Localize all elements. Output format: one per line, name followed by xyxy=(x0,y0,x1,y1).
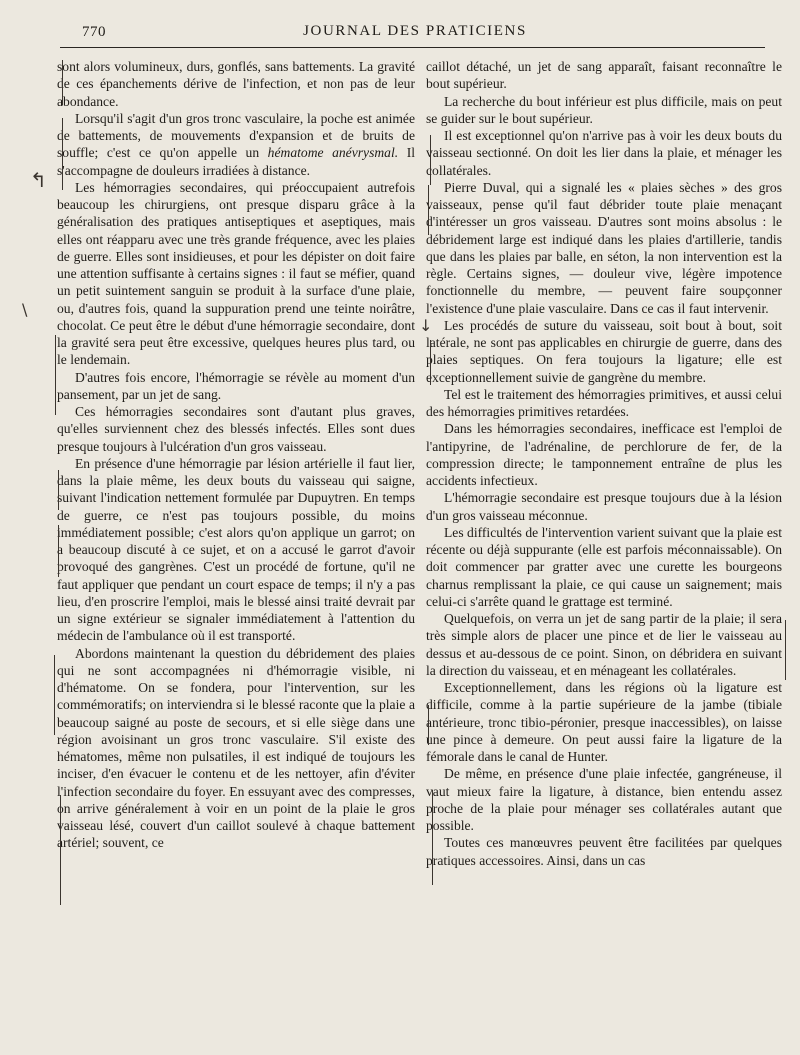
page-header xyxy=(60,20,770,48)
paragraph: Les procédés de suture du vaisseau, soit bout à bout, soit latérale, ne sont pas applicables en chirurgie de guerre, dans des plaies septiques. On fera toujours la ligature; elle est exceptionnellement suivie de gangrène du membre. xyxy=(426,317,782,385)
paragraph: sont alors volumineux, durs, gonflés, sans battements. La gravité de ces épanchements dérive de l'infection, et non pas de leur abondance. xyxy=(57,59,415,109)
paragraph: Abordons maintenant la question du débridement des plaies qui ne sont accompagnées ni d'hémorragie visible, ni d'hématome. On se fondera, pour l'intervention, sur les commémoratifs; on interviendra si le blessé raconte que la plaie a beaucoup saigné au poste de secours, et si elle siège dans une région avoisinant un gros tronc vasculaire. S'il existe des hématomes, même non pulsatiles, il est indiqué de toujours les inciser, d'en évacuer le contenu et de les nettoyer, afin d'éviter l'infection secondaire du foyer. En essuyant avec des compresses, on arrive généralement à voir en un point de la plaie le gros vaisseau lésé, couvert d'un caillot soulevé à chaque battement artériel; souvent, ce xyxy=(57,645,415,851)
margin-mark xyxy=(54,655,55,735)
paragraph-text: Lorsqu'il s'agit d'un gros tronc vasculaire, la poche est animée de battements, de mouvements d'expansion et de bruits de souffle; c'est ce qu'on appelle un xyxy=(57,110,415,161)
paragraph: Pierre Duval, qui a signalé les « plaies sèches » des gros vaisseaux, pense qu'il faut débrider toute plaie menaçant d'intéresser un gros vaisseau. D'autres sont moins absolus : le débridement large est indiqué dans les plaies d'artillerie, tandis que dans les plaies par balle, en séton, la non intervention est la règle. Certains signes, — douleur vive, légère impotence fonctionnelle du membre, — peuvent faire soupçonner l'existence d'une plaie vasculaire. Dans ce cas il faut intervenir. xyxy=(426,179,782,316)
margin-arrow-icon: \ xyxy=(22,300,28,319)
paragraph: Les difficultés de l'intervention varient suivant que la plaie est récente ou déjà suppurante (elle est parfois méconnaissable). On doit commencer par gratter avec une curette les bourgeons charnus remplissant la plaie, ce qui cause un saignement; mais celui-ci s'arrête quand le grattage est terminé. xyxy=(426,524,782,609)
paragraph: Dans les hémorragies secondaires, inefficace est l'emploi de l'antipyrine, de l'adrénaline, de perchlorure de fer, de la compression directe; le tamponnement entraîne de plus les accidents infectieux. xyxy=(426,421,782,488)
paragraph: Quelquefois, on verra un jet de sang partir de la plaie; il sera très simple alors de placer une pince et de lier le vaisseau au dessus et au-dessous de ce point. Sinon, on débridera en suivant la direction du vaisseau, et en ménageant les collatérales. xyxy=(426,611,782,678)
margin-mark xyxy=(428,185,429,235)
margin-mark xyxy=(60,795,61,905)
paragraph-text: Il s'accompagne de douleurs irradiées à distance. xyxy=(57,145,416,178)
paragraph: Les hémorragies secondaires, qui préoccupaient autrefois beaucoup les chirurgiens, ont presque disparu grâce à la généralisation des pratiques antiseptiques et aseptiques, mais elles ont réapparu avec une très grande fréquence, avec les plaies de guerre. Elles sont insidieuses, et pour les dépister on doit faire une attention suffisante à certains signes : il faut se méfier, quand un petit suintement sanguin se produit à la surface d'une plaie, ou, d'autres fois, quand la suppuration prend une teinte noirâtre, chocolat. Ce peut être le début d'une hémorragie secondaire, dont la gravité sera peut être excessive, quelques heures plus tard, ou le lendemain. xyxy=(57,179,415,368)
margin-mark xyxy=(58,470,59,510)
paragraph: En présence d'une hémorragie par lésion artérielle il faut lier, dans la plaie même, les deux bouts du vaisseau qui saigne, suivant l'indication nettement formulée par Dupuytren. En temps de guerre, ce n'est pas toujours possible, du moins immédiatement possible; c'est alors qu'on applique un garrot; on a beaucoup discuté à ce sujet, et on a accusé le garrot d'avoir provoqué des gangrènes. C'est un procédé de fortune, qu'il ne faut appliquer que pendant un court espace de temps; il n'y a pas lieu, d'en proscrire l'emploi, mais le blessé ainsi traité devrait par un signe extérieur se signaler immédiatement à l'attention du médecin de l'ambulance où il est transporté. xyxy=(57,455,415,644)
paragraph: Il est exceptionnel qu'on n'arrive pas à voir les deux bouts du vaisseau sectionné. On doit les lier dans la plaie, et ménager les collatérales. xyxy=(426,128,782,178)
left-column xyxy=(57,58,415,852)
paragraph: La recherche du bout inférieur est plus difficile, mais on peut se guider sur le bout supérieur. xyxy=(426,93,782,126)
header-rule xyxy=(60,47,765,48)
margin-mark xyxy=(432,790,433,885)
margin-mark xyxy=(430,135,431,185)
paragraph: caillot détaché, un jet de sang apparaît, faisant reconnaître le bout supérieur. xyxy=(426,59,782,92)
margin-mark xyxy=(62,118,63,190)
margin-arrow-icon: ↰ xyxy=(30,168,47,192)
paragraph: L'hémorragie secondaire est presque toujours due à la lésion d'un gros vaisseau méconnue. xyxy=(426,490,782,523)
page-number: 770 xyxy=(82,24,106,40)
paragraph: De même, en présence d'une plaie infectée, gangréneuse, il vaut mieux faire la ligature, à distance, bien entendu assez proche de la plaie pour ménager ses collatérales autant que possible. xyxy=(426,766,782,833)
margin-mark xyxy=(430,340,431,385)
margin-mark xyxy=(62,60,63,105)
paragraph: Toutes ces manœuvres peuvent être facilitées par quelques pratiques accessoires. Ainsi, dans un cas xyxy=(426,835,782,868)
margin-arrow-icon: ↓ xyxy=(419,316,433,335)
margin-mark xyxy=(58,525,59,577)
paragraph: Ces hémorragies secondaires sont d'autant plus graves, qu'elles surviennent chez des blessés infectés. Elles sont dues presque toujours à l'ulcération d'un gros vaisseau. xyxy=(57,404,415,454)
paragraph xyxy=(57,110,415,179)
paragraph: D'autres fois encore, l'hémorragie se révèle au moment d'un pansement, par un jet de sang. xyxy=(57,369,415,402)
emphasis-term: hématome anévrysmal. xyxy=(267,145,399,161)
paragraph: Exceptionnellement, dans les régions où la ligature est difficile, comme à la partie supérieure de la jambe (tibiale antérieure, tronc tibio-péronier, presque inaccessibles), on laisse une pince à demeure. On peut aussi faire la ligature de la fémorale dans le canal de Hunter. xyxy=(426,680,782,764)
running-title: JOURNAL DES PRATICIENS xyxy=(303,23,527,39)
margin-mark xyxy=(785,620,786,680)
right-column xyxy=(426,58,782,869)
margin-mark xyxy=(55,335,56,415)
margin-mark xyxy=(428,705,429,745)
paragraph: Tel est le traitement des hémorragies primitives, et aussi celui des hémorragies primitives retardées. xyxy=(426,386,782,419)
